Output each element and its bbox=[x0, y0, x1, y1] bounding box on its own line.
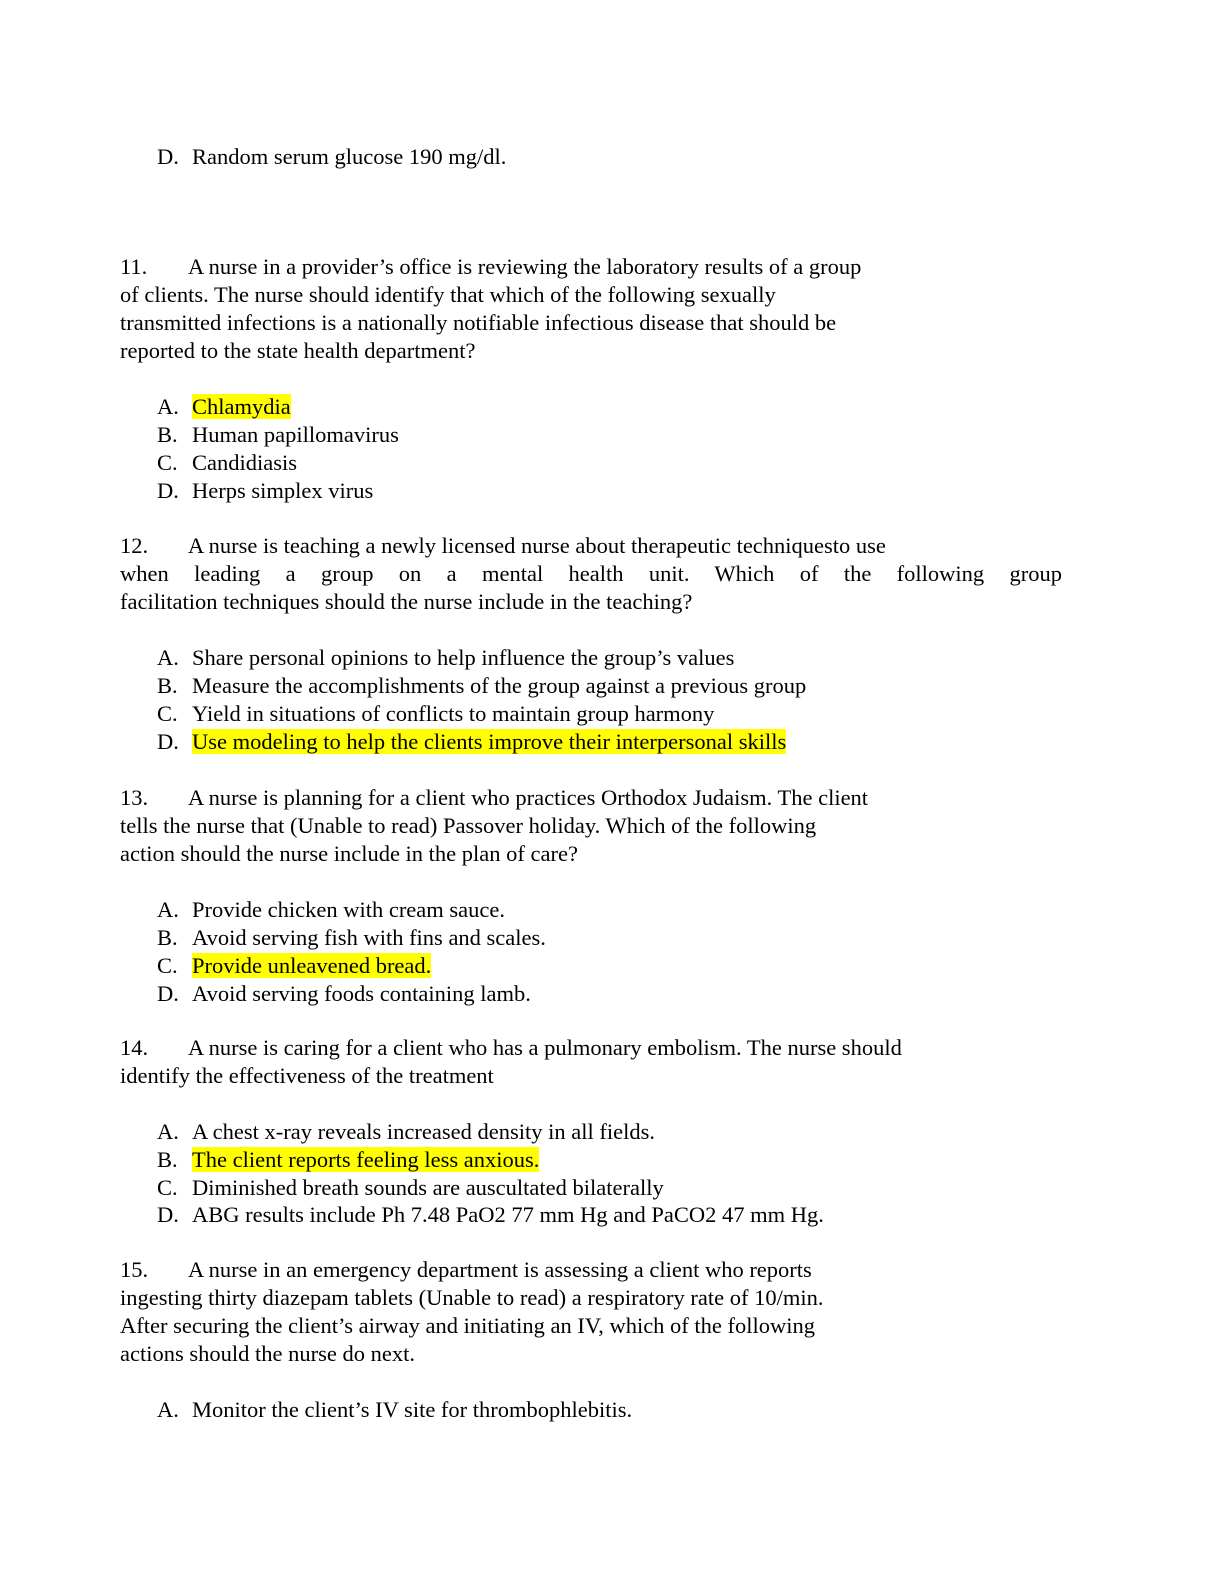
question-line-3: action should the nurse include in the plan of care? bbox=[120, 841, 578, 866]
question-line-3: transmitted infections is a nationally notifiable infectious disease that should be bbox=[120, 310, 837, 335]
option-text-highlighted: Use modeling to help the clients improve their interpersonal skills bbox=[192, 729, 787, 754]
answer-option-a bbox=[157, 1118, 655, 1146]
option-text: Measure the accomplishments of the group against a previous group bbox=[192, 673, 807, 698]
question-line-2: ingesting thirty diazepam tablets (Unable to read) a respiratory rate of 10/min. bbox=[120, 1285, 824, 1310]
question-line-1: A nurse in a provider’s office is reviewing the laboratory results of a group bbox=[188, 254, 862, 279]
answer-option-c bbox=[157, 449, 297, 477]
prev-question-option-d bbox=[157, 143, 506, 171]
option-letter: C. bbox=[157, 701, 178, 726]
answer-option-b bbox=[157, 672, 806, 700]
answer-option-c bbox=[157, 1174, 664, 1202]
option-text: Avoid serving foods containing lamb. bbox=[192, 981, 531, 1006]
option-letter: A. bbox=[157, 1119, 179, 1144]
option-letter: A. bbox=[157, 1397, 179, 1422]
option-letter: D. bbox=[157, 981, 179, 1006]
answer-option-a bbox=[157, 896, 505, 924]
question-line-2: of clients. The nurse should identify that which of the following sexually bbox=[120, 282, 776, 307]
answer-option-a bbox=[157, 1396, 632, 1424]
question-number: 11. bbox=[120, 254, 148, 279]
option-text: Candidiasis bbox=[192, 450, 297, 475]
question-line-3: facilitation techniques should the nurse include in the teaching? bbox=[120, 589, 693, 614]
option-text: Provide chicken with cream sauce. bbox=[192, 897, 506, 922]
question-line-1: A nurse in an emergency department is assessing a client who reports bbox=[188, 1257, 812, 1282]
answer-option-c bbox=[157, 952, 431, 980]
answer-option-d bbox=[157, 1201, 824, 1229]
option-letter: D. bbox=[157, 144, 179, 169]
option-text: A chest x-ray reveals increased density in all fields. bbox=[192, 1119, 655, 1144]
question-line-2: when leading a group on a mental health unit. Which of the following group bbox=[120, 561, 1062, 586]
answer-option-b bbox=[157, 421, 399, 449]
answer-option-d bbox=[157, 477, 373, 505]
question-line-4: reported to the state health department? bbox=[120, 338, 476, 363]
option-letter: C. bbox=[157, 953, 178, 978]
option-letter: C. bbox=[157, 450, 178, 475]
question-line-1: A nurse is teaching a newly licensed nurse about therapeutic techniquesto use bbox=[188, 533, 886, 558]
option-text: Yield in situations of conflicts to maintain group harmony bbox=[192, 701, 715, 726]
answer-option-c bbox=[157, 700, 714, 728]
option-text: Random serum glucose 190 mg/dl. bbox=[192, 144, 507, 169]
option-letter: D. bbox=[157, 729, 179, 754]
option-letter: B. bbox=[157, 673, 178, 698]
answer-option-a bbox=[157, 393, 291, 421]
question-number: 12. bbox=[120, 533, 149, 558]
answer-option-b bbox=[157, 924, 546, 952]
option-text: Monitor the client’s IV site for thrombophlebitis. bbox=[192, 1397, 633, 1422]
option-letter: A. bbox=[157, 645, 179, 670]
option-text: Share personal opinions to help influence the group’s values bbox=[192, 645, 735, 670]
question-line-2: identify the effectiveness of the treatment bbox=[120, 1063, 494, 1088]
option-letter: A. bbox=[157, 897, 179, 922]
option-text-highlighted: The client reports feeling less anxious. bbox=[192, 1147, 540, 1172]
option-letter: B. bbox=[157, 1147, 178, 1172]
option-letter: B. bbox=[157, 422, 178, 447]
question-line-4: actions should the nurse do next. bbox=[120, 1341, 415, 1366]
question-line-1: A nurse is caring for a client who has a pulmonary embolism. The nurse should bbox=[188, 1035, 902, 1060]
question-number: 14. bbox=[120, 1035, 149, 1060]
option-text: ABG results include Ph 7.48 PaO2 77 mm Hg and PaCO2 47 mm Hg. bbox=[192, 1202, 824, 1227]
question-number: 13. bbox=[120, 785, 149, 810]
answer-option-b bbox=[157, 1146, 539, 1174]
question-line-2: tells the nurse that (Unable to read) Passover holiday. Which of the following bbox=[120, 813, 817, 838]
question-number: 15. bbox=[120, 1257, 149, 1282]
answer-option-a bbox=[157, 644, 734, 672]
option-text-highlighted: Provide unleavened bread. bbox=[192, 953, 432, 978]
answer-option-d bbox=[157, 980, 531, 1008]
answer-option-d bbox=[157, 728, 786, 756]
option-letter: B. bbox=[157, 925, 178, 950]
option-text: Herps simplex virus bbox=[192, 478, 374, 503]
option-letter: A. bbox=[157, 394, 179, 419]
question-line-3: After securing the client’s airway and initiating an IV, which of the following bbox=[120, 1313, 816, 1338]
option-text-highlighted: Chlamydia bbox=[192, 394, 291, 419]
option-letter: D. bbox=[157, 1202, 179, 1227]
option-letter: C. bbox=[157, 1175, 178, 1200]
option-text: Human papillomavirus bbox=[192, 422, 399, 447]
option-letter: D. bbox=[157, 478, 179, 503]
option-text: Avoid serving fish with fins and scales. bbox=[192, 925, 546, 950]
option-text: Diminished breath sounds are auscultated bilaterally bbox=[192, 1175, 664, 1200]
question-line-1: A nurse is planning for a client who practices Orthodox Judaism. The client bbox=[188, 785, 869, 810]
